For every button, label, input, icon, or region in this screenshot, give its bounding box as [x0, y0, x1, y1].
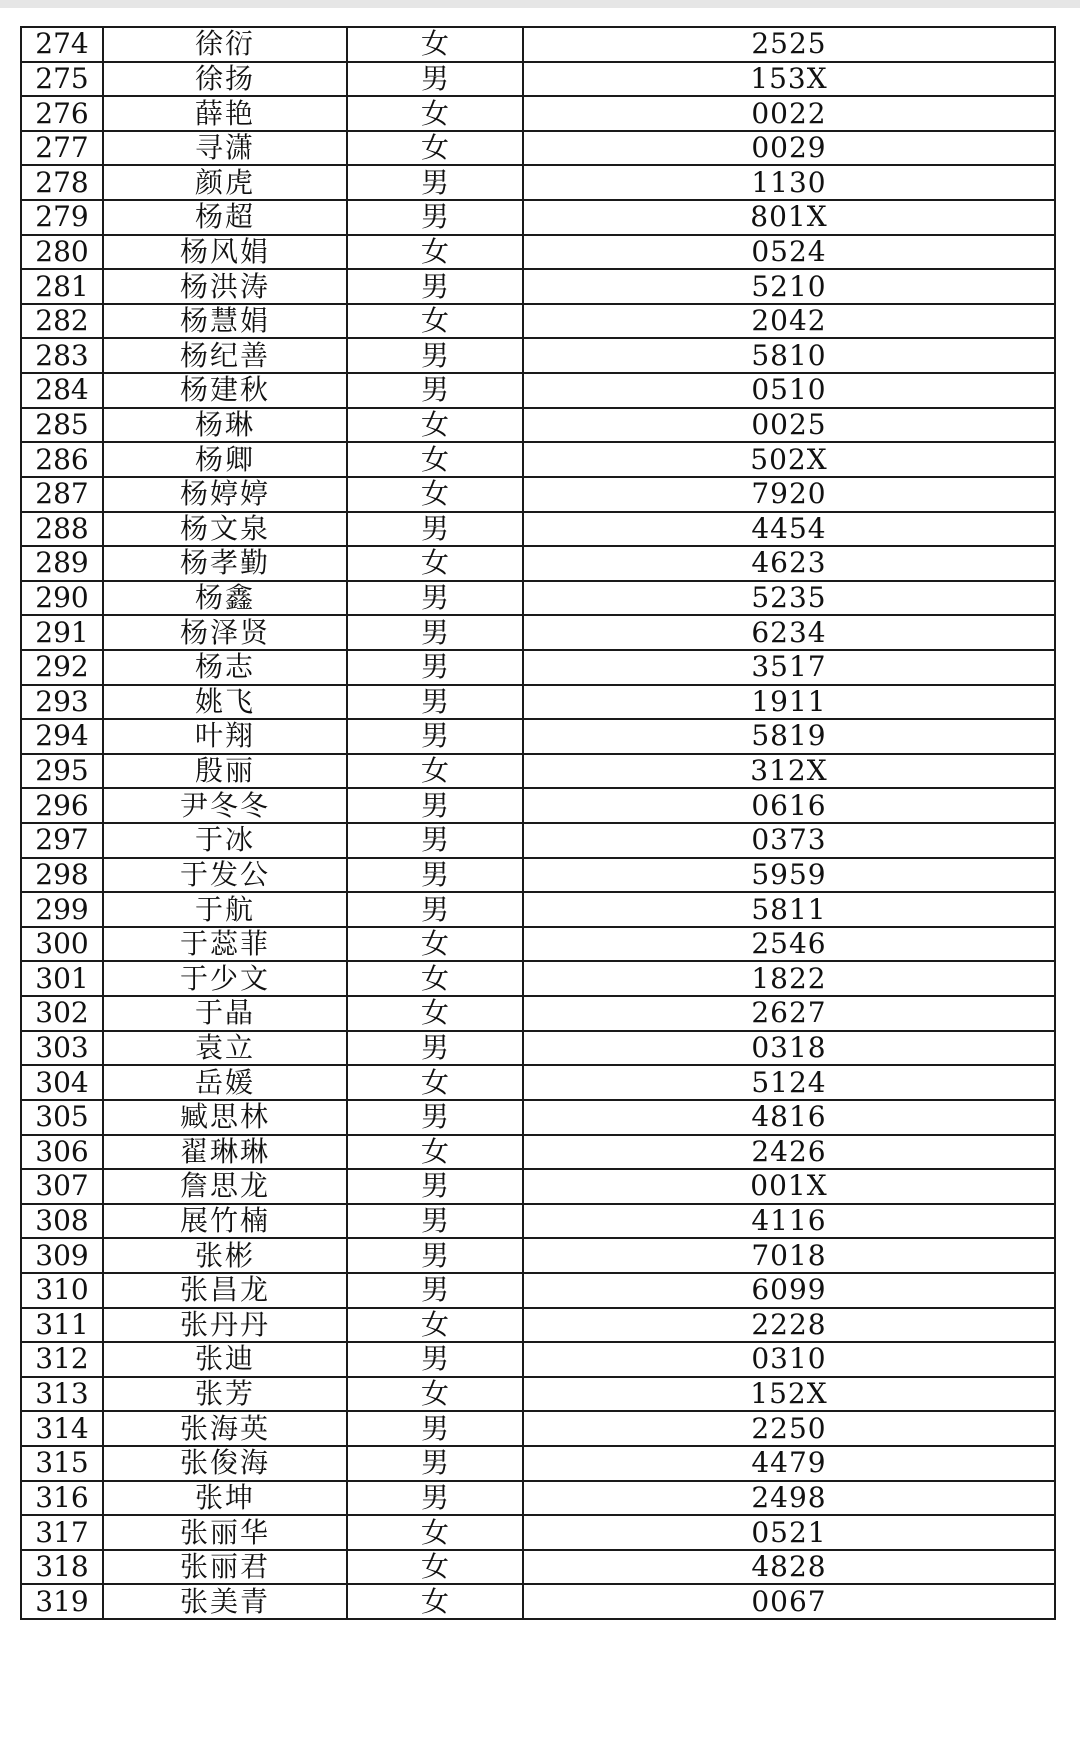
table-row	[21, 1169, 1055, 1204]
gender-cell: 男	[347, 685, 523, 720]
row-number-cell: 274	[21, 27, 103, 62]
row-number-cell: 307	[21, 1169, 103, 1204]
row-number-cell: 280	[21, 235, 103, 270]
row-number-cell: 286	[21, 442, 103, 477]
table-row	[21, 408, 1055, 443]
row-number-cell: 316	[21, 1481, 103, 1516]
name-cell: 寻潇	[103, 131, 347, 166]
table-row	[21, 200, 1055, 235]
gender-cell: 女	[347, 1065, 523, 1100]
id-suffix-cell: 2627	[523, 996, 1055, 1031]
gender-cell: 男	[347, 1446, 523, 1481]
gender-cell: 女	[347, 1515, 523, 1550]
row-number-cell: 311	[21, 1308, 103, 1343]
id-suffix-cell: 3517	[523, 650, 1055, 685]
row-number-cell: 279	[21, 200, 103, 235]
name-cell: 杨风娟	[103, 235, 347, 270]
name-cell: 于蕊菲	[103, 927, 347, 962]
table-row	[21, 442, 1055, 477]
name-cell: 杨孝勤	[103, 546, 347, 581]
row-number-cell: 278	[21, 165, 103, 200]
row-number-cell: 313	[21, 1377, 103, 1412]
name-cell: 张美青	[103, 1584, 347, 1619]
table-row	[21, 546, 1055, 581]
gender-cell: 男	[347, 858, 523, 893]
gender-cell: 男	[347, 269, 523, 304]
table-row	[21, 1411, 1055, 1446]
id-suffix-cell: 153X	[523, 62, 1055, 97]
table-row	[21, 1377, 1055, 1412]
row-number-cell: 275	[21, 62, 103, 97]
row-number-cell: 288	[21, 512, 103, 547]
table-row	[21, 788, 1055, 823]
name-cell: 徐扬	[103, 62, 347, 97]
table-row	[21, 27, 1055, 62]
table-row	[21, 304, 1055, 339]
gender-cell: 男	[347, 1238, 523, 1273]
name-cell: 张芳	[103, 1377, 347, 1412]
table-row	[21, 1342, 1055, 1377]
gender-cell: 男	[347, 1169, 523, 1204]
table-row	[21, 338, 1055, 373]
row-number-cell: 317	[21, 1515, 103, 1550]
name-cell: 岳媛	[103, 1065, 347, 1100]
name-cell: 杨琳	[103, 408, 347, 443]
gender-cell: 女	[347, 408, 523, 443]
gender-cell: 女	[347, 1584, 523, 1619]
row-number-cell: 298	[21, 858, 103, 893]
table-row	[21, 581, 1055, 616]
table-row	[21, 1481, 1055, 1516]
name-cell: 杨泽贤	[103, 615, 347, 650]
table-row	[21, 165, 1055, 200]
name-cell: 徐衍	[103, 27, 347, 62]
gender-cell: 女	[347, 1135, 523, 1170]
row-number-cell: 306	[21, 1135, 103, 1170]
name-cell: 张丹丹	[103, 1308, 347, 1343]
id-suffix-cell: 5819	[523, 719, 1055, 754]
name-cell: 展竹楠	[103, 1204, 347, 1239]
gender-cell: 男	[347, 373, 523, 408]
row-number-cell: 301	[21, 961, 103, 996]
name-cell: 张俊海	[103, 1446, 347, 1481]
row-number-cell: 305	[21, 1100, 103, 1135]
table-row	[21, 477, 1055, 512]
row-number-cell: 281	[21, 269, 103, 304]
id-suffix-cell: 0521	[523, 1515, 1055, 1550]
table-row	[21, 1031, 1055, 1066]
table-row	[21, 512, 1055, 547]
name-cell: 张丽君	[103, 1550, 347, 1585]
table-row	[21, 1550, 1055, 1585]
table-row	[21, 961, 1055, 996]
table-row	[21, 1204, 1055, 1239]
gender-cell: 男	[347, 615, 523, 650]
id-suffix-cell: 5811	[523, 892, 1055, 927]
name-cell: 张昌龙	[103, 1273, 347, 1308]
row-number-cell: 287	[21, 477, 103, 512]
gender-cell: 女	[347, 996, 523, 1031]
id-suffix-cell: 001X	[523, 1169, 1055, 1204]
table-row	[21, 823, 1055, 858]
gender-cell: 男	[347, 200, 523, 235]
row-number-cell: 304	[21, 1065, 103, 1100]
name-cell: 姚飞	[103, 685, 347, 720]
id-suffix-cell: 0025	[523, 408, 1055, 443]
row-number-cell: 285	[21, 408, 103, 443]
id-suffix-cell: 7920	[523, 477, 1055, 512]
name-cell: 张丽华	[103, 1515, 347, 1550]
gender-cell: 女	[347, 235, 523, 270]
id-suffix-cell: 5235	[523, 581, 1055, 616]
id-suffix-cell: 801X	[523, 200, 1055, 235]
gender-cell: 女	[347, 961, 523, 996]
table-row	[21, 269, 1055, 304]
id-suffix-cell: 0067	[523, 1584, 1055, 1619]
table-row	[21, 892, 1055, 927]
name-cell: 于晶	[103, 996, 347, 1031]
id-suffix-cell: 4623	[523, 546, 1055, 581]
name-cell: 杨超	[103, 200, 347, 235]
id-suffix-cell: 2042	[523, 304, 1055, 339]
gender-cell: 女	[347, 304, 523, 339]
row-number-cell: 312	[21, 1342, 103, 1377]
id-suffix-cell: 0029	[523, 131, 1055, 166]
id-suffix-cell: 4454	[523, 512, 1055, 547]
row-number-cell: 296	[21, 788, 103, 823]
name-cell: 叶翔	[103, 719, 347, 754]
table-row	[21, 1065, 1055, 1100]
name-cell: 杨婷婷	[103, 477, 347, 512]
row-number-cell: 314	[21, 1411, 103, 1446]
gender-cell: 女	[347, 1308, 523, 1343]
gender-cell: 男	[347, 1204, 523, 1239]
gender-cell: 男	[347, 1273, 523, 1308]
id-suffix-cell: 5210	[523, 269, 1055, 304]
gender-cell: 男	[347, 165, 523, 200]
name-cell: 薛艳	[103, 96, 347, 131]
gender-cell: 男	[347, 1481, 523, 1516]
row-number-cell: 319	[21, 1584, 103, 1619]
table-row	[21, 1308, 1055, 1343]
row-number-cell: 282	[21, 304, 103, 339]
row-number-cell: 293	[21, 685, 103, 720]
name-cell: 杨纪善	[103, 338, 347, 373]
id-suffix-cell: 1130	[523, 165, 1055, 200]
id-suffix-cell: 1822	[523, 961, 1055, 996]
gender-cell: 女	[347, 1377, 523, 1412]
row-number-cell: 309	[21, 1238, 103, 1273]
row-number-cell: 292	[21, 650, 103, 685]
row-number-cell: 283	[21, 338, 103, 373]
table-row	[21, 1515, 1055, 1550]
gender-cell: 男	[347, 512, 523, 547]
row-number-cell: 299	[21, 892, 103, 927]
top-border-strip	[0, 0, 1080, 8]
gender-cell: 男	[347, 788, 523, 823]
id-suffix-cell: 7018	[523, 1238, 1055, 1273]
table-row	[21, 858, 1055, 893]
row-number-cell: 295	[21, 754, 103, 789]
row-number-cell: 315	[21, 1446, 103, 1481]
id-suffix-cell: 5959	[523, 858, 1055, 893]
table-row	[21, 373, 1055, 408]
table-row	[21, 615, 1055, 650]
row-number-cell: 310	[21, 1273, 103, 1308]
table-row	[21, 96, 1055, 131]
name-cell: 袁立	[103, 1031, 347, 1066]
row-number-cell: 290	[21, 581, 103, 616]
gender-cell: 女	[347, 442, 523, 477]
id-suffix-cell: 4116	[523, 1204, 1055, 1239]
id-suffix-cell: 5810	[523, 338, 1055, 373]
id-suffix-cell: 0616	[523, 788, 1055, 823]
row-number-cell: 276	[21, 96, 103, 131]
name-cell: 殷丽	[103, 754, 347, 789]
gender-cell: 男	[347, 650, 523, 685]
name-cell: 于发公	[103, 858, 347, 893]
gender-cell: 男	[347, 1031, 523, 1066]
id-suffix-cell: 1911	[523, 685, 1055, 720]
row-number-cell: 291	[21, 615, 103, 650]
table-row	[21, 1584, 1055, 1619]
name-cell: 杨建秋	[103, 373, 347, 408]
name-cell: 杨鑫	[103, 581, 347, 616]
name-cell: 杨志	[103, 650, 347, 685]
id-suffix-cell: 2546	[523, 927, 1055, 962]
table-row	[21, 1100, 1055, 1135]
name-cell: 张迪	[103, 1342, 347, 1377]
name-cell: 翟琳琳	[103, 1135, 347, 1170]
gender-cell: 女	[347, 927, 523, 962]
name-cell: 于少文	[103, 961, 347, 996]
gender-cell: 男	[347, 823, 523, 858]
table-row	[21, 235, 1055, 270]
table-row	[21, 719, 1055, 754]
id-suffix-cell: 0310	[523, 1342, 1055, 1377]
gender-cell: 女	[347, 477, 523, 512]
table-row	[21, 1238, 1055, 1273]
id-suffix-cell: 2525	[523, 27, 1055, 62]
gender-cell: 男	[347, 62, 523, 97]
name-cell: 张彬	[103, 1238, 347, 1273]
id-suffix-cell: 2426	[523, 1135, 1055, 1170]
table-row	[21, 131, 1055, 166]
id-suffix-cell: 312X	[523, 754, 1055, 789]
name-cell: 尹冬冬	[103, 788, 347, 823]
gender-cell: 男	[347, 581, 523, 616]
row-number-cell: 303	[21, 1031, 103, 1066]
table-row	[21, 927, 1055, 962]
id-suffix-cell: 6099	[523, 1273, 1055, 1308]
id-suffix-cell: 4479	[523, 1446, 1055, 1481]
gender-cell: 男	[347, 1342, 523, 1377]
gender-cell: 男	[347, 1100, 523, 1135]
row-number-cell: 289	[21, 546, 103, 581]
row-number-cell: 284	[21, 373, 103, 408]
id-suffix-cell: 2250	[523, 1411, 1055, 1446]
gender-cell: 女	[347, 546, 523, 581]
id-suffix-cell: 5124	[523, 1065, 1055, 1100]
table-row	[21, 1273, 1055, 1308]
gender-cell: 男	[347, 892, 523, 927]
name-cell: 杨洪涛	[103, 269, 347, 304]
name-cell: 于航	[103, 892, 347, 927]
table-row	[21, 1446, 1055, 1481]
name-cell: 詹思龙	[103, 1169, 347, 1204]
row-number-cell: 318	[21, 1550, 103, 1585]
gender-cell: 女	[347, 27, 523, 62]
gender-cell: 男	[347, 719, 523, 754]
name-cell: 于冰	[103, 823, 347, 858]
table-row	[21, 685, 1055, 720]
gender-cell: 女	[347, 96, 523, 131]
id-suffix-cell: 0022	[523, 96, 1055, 131]
row-number-cell: 297	[21, 823, 103, 858]
id-suffix-cell: 502X	[523, 442, 1055, 477]
table-row	[21, 754, 1055, 789]
row-number-cell: 308	[21, 1204, 103, 1239]
row-number-cell: 277	[21, 131, 103, 166]
table-row	[21, 650, 1055, 685]
name-cell: 张坤	[103, 1481, 347, 1516]
roster-table	[20, 26, 1056, 1620]
gender-cell: 男	[347, 338, 523, 373]
name-cell: 张海英	[103, 1411, 347, 1446]
id-suffix-cell: 4816	[523, 1100, 1055, 1135]
table-row	[21, 62, 1055, 97]
roster-table-body	[21, 27, 1055, 1619]
id-suffix-cell: 0524	[523, 235, 1055, 270]
name-cell: 臧思林	[103, 1100, 347, 1135]
row-number-cell: 294	[21, 719, 103, 754]
id-suffix-cell: 2228	[523, 1308, 1055, 1343]
gender-cell: 女	[347, 754, 523, 789]
table-row	[21, 1135, 1055, 1170]
name-cell: 颜虎	[103, 165, 347, 200]
id-suffix-cell: 4828	[523, 1550, 1055, 1585]
id-suffix-cell: 2498	[523, 1481, 1055, 1516]
gender-cell: 女	[347, 131, 523, 166]
table-row	[21, 996, 1055, 1031]
name-cell: 杨慧娟	[103, 304, 347, 339]
id-suffix-cell: 0510	[523, 373, 1055, 408]
id-suffix-cell: 0373	[523, 823, 1055, 858]
row-number-cell: 300	[21, 927, 103, 962]
gender-cell: 男	[347, 1411, 523, 1446]
row-number-cell: 302	[21, 996, 103, 1031]
id-suffix-cell: 0318	[523, 1031, 1055, 1066]
gender-cell: 女	[347, 1550, 523, 1585]
name-cell: 杨文泉	[103, 512, 347, 547]
name-cell: 杨卿	[103, 442, 347, 477]
id-suffix-cell: 152X	[523, 1377, 1055, 1412]
id-suffix-cell: 6234	[523, 615, 1055, 650]
